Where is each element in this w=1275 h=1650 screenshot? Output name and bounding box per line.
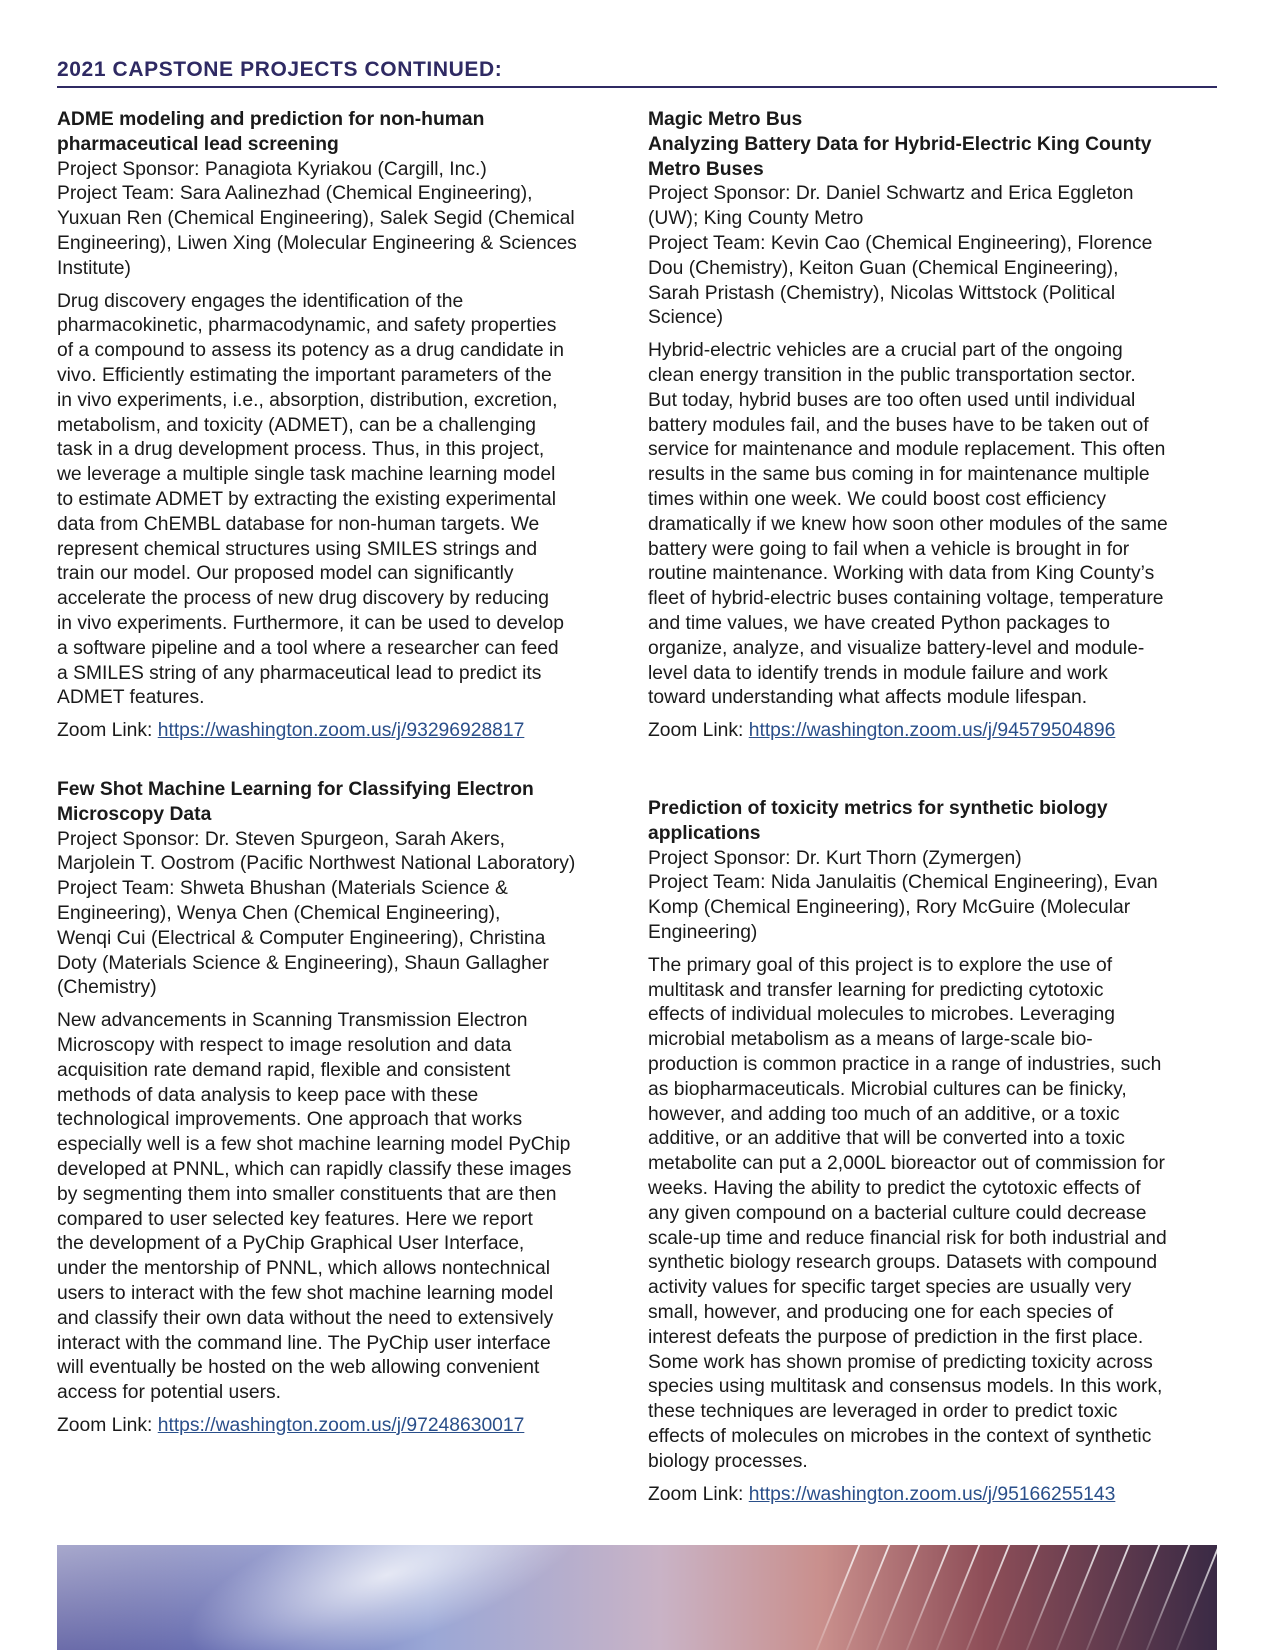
meta-line: Engineering), Wenya Chen (Chemical Engineering), xyxy=(57,902,501,924)
project-title xyxy=(648,108,1208,182)
project-title xyxy=(57,778,617,828)
desc-line: of a compound to assess its potency as a drug candidate in xyxy=(57,340,564,362)
meta-line: Institute) xyxy=(57,257,131,279)
title-line: pharmaceutical lead screening xyxy=(57,133,339,155)
project-meta xyxy=(57,158,617,282)
desc-line: results in the same bus coming in for maintenance multiple xyxy=(648,464,1150,486)
meta-line: Dou (Chemistry), Keiton Guan (Chemical Engineering), xyxy=(648,257,1119,279)
desc-line: New advancements in Scanning Transmission Electron xyxy=(57,1010,528,1032)
desc-line: represent chemical structures using SMILES strings and xyxy=(57,538,538,560)
project-description xyxy=(648,954,1208,1475)
desc-line: to estimate ADMET by extracting the existing experimental xyxy=(57,488,557,510)
zoom-label: Zoom Link: xyxy=(648,720,749,742)
meta-line: Project Sponsor: Dr. Kurt Thorn (Zymergen) xyxy=(648,847,1022,869)
zoom-label: Zoom Link: xyxy=(648,1483,749,1505)
project-few-shot-ml xyxy=(57,778,617,1439)
project-adme-modeling xyxy=(57,108,617,744)
desc-line: battery were going to fail when a vehicle is brought in for xyxy=(648,538,1130,560)
desc-line: ADMET features. xyxy=(57,687,205,709)
desc-line: any given compound on a bacterial culture could decrease xyxy=(648,1202,1147,1224)
project-title xyxy=(57,108,617,158)
meta-line: Project Team: Kevin Cao (Chemical Engineering), Florence xyxy=(648,232,1153,254)
title-line: Metro Buses xyxy=(648,158,764,180)
desc-line: these techniques are leveraged in order to predict toxic xyxy=(648,1401,1118,1423)
zoom-label: Zoom Link: xyxy=(57,720,158,742)
title-line: Prediction of toxicity metrics for synthetic biology xyxy=(648,798,1108,819)
project-meta xyxy=(57,828,617,1002)
desc-line: under the mentorship of PNNL, which allows nontechnical xyxy=(57,1258,551,1280)
project-toxicity-prediction xyxy=(648,797,1208,1507)
desc-line: effects of individual molecules to microbes. Leveraging xyxy=(648,1004,1115,1026)
desc-line: as biopharmaceuticals. Microbial cultures can be finicky, xyxy=(648,1078,1127,1100)
desc-line: methods of data analysis to keep pace with these xyxy=(57,1084,479,1106)
desc-line: by segmenting them into smaller constituents that are then xyxy=(57,1183,557,1205)
project-description xyxy=(648,339,1208,711)
zoom-link[interactable]: https://washington.zoom.us/j/95166255143 xyxy=(748,1483,1116,1505)
desc-line: Hybrid-electric vehicles are a crucial part of the ongoing xyxy=(648,340,1123,362)
desc-line: technological improvements. One approach that works xyxy=(57,1109,523,1131)
desc-line: and classify their own data without the need to extensively xyxy=(57,1307,554,1329)
meta-line: Doty (Materials Science & Engineering), Shaun Gallagher xyxy=(57,952,549,974)
desc-line: dramatically if we knew how soon other modules of the same xyxy=(648,513,1168,535)
desc-line: vivo. Efficiently estimating the important parameters of the xyxy=(57,364,552,386)
meta-line: Project Sponsor: Dr. Steven Spurgeon, Sarah Akers, xyxy=(57,828,505,850)
project-magic-metro-bus xyxy=(648,108,1208,744)
desc-line: toward understanding what affects module lifespan. xyxy=(648,687,1088,709)
desc-line: small, however, and producing one for each species of xyxy=(648,1301,1114,1323)
project-meta xyxy=(648,847,1208,946)
desc-line: routine maintenance. Working with data from King County’s xyxy=(648,563,1155,585)
desc-line: in vivo experiments. Furthermore, it can be used to develop xyxy=(57,612,564,634)
meta-line: Project Team: Nida Janulaitis (Chemical Engineering), Evan xyxy=(648,872,1158,894)
desc-line: access for potential users. xyxy=(57,1382,281,1404)
desc-line: however, and adding too much of an additive, or a toxic xyxy=(648,1103,1120,1125)
desc-line: a software pipeline and a tool where a researcher can feed xyxy=(57,637,559,659)
desc-line: interest defeats the purpose of prediction in the first place. xyxy=(648,1326,1144,1348)
meta-line: Engineering), Liwen Xing (Molecular Engineering & Sciences xyxy=(57,232,577,254)
desc-line: species using multitask and consensus models. In this work, xyxy=(648,1376,1163,1398)
zoom-link-row xyxy=(57,1414,617,1439)
meta-line: Komp (Chemical Engineering), Rory McGuire (Molecular xyxy=(648,897,1131,919)
desc-line: acquisition rate demand rapid, flexible and consistent xyxy=(57,1059,511,1081)
desc-line: clean energy transition in the public transportation sector. xyxy=(648,364,1136,386)
desc-line: weeks. Having the ability to predict the cytotoxic effects of xyxy=(648,1177,1141,1199)
meta-line: Wenqi Cui (Electrical & Computer Engineering), Christina xyxy=(57,927,546,949)
desc-line: microbial metabolism as a means of large-scale bio- xyxy=(648,1029,1093,1051)
desc-line: times within one week. We could boost cost efficiency xyxy=(648,488,1106,510)
desc-line: Some work has shown promise of predicting toxicity across xyxy=(648,1351,1153,1373)
meta-line: Science) xyxy=(648,307,724,329)
desc-line: organize, analyze, and visualize battery-level and module- xyxy=(648,637,1145,659)
zoom-link[interactable]: https://washington.zoom.us/j/97248630017 xyxy=(157,1414,525,1436)
desc-line: in vivo experiments, i.e., absorption, distribution, excretion, xyxy=(57,389,558,411)
page-title: 2021 CAPSTONE PROJECTS CONTINUED: xyxy=(57,58,1217,88)
zoom-label: Zoom Link: xyxy=(57,1414,158,1436)
title-line: Few Shot Machine Learning for Classifying Electron xyxy=(57,779,534,800)
desc-line: metabolism, and toxicity (ADMET), can be a challenging xyxy=(57,414,537,436)
desc-line: metabolite can put a 2,000L bioreactor out of commission for xyxy=(648,1153,1165,1175)
meta-line: Engineering) xyxy=(648,921,758,943)
meta-line: Project Team: Sara Aalinezhad (Chemical Engineering), xyxy=(57,183,533,205)
project-description xyxy=(57,1009,617,1406)
zoom-link-row xyxy=(648,719,1208,744)
desc-line: will eventually be hosted on the web allowing convenient xyxy=(57,1357,540,1379)
desc-line: a SMILES string of any pharmaceutical lead to predict its xyxy=(57,662,542,684)
title-line: ADME modeling and prediction for non-human xyxy=(57,109,485,130)
desc-line: train our model. Our proposed model can significantly xyxy=(57,563,514,585)
meta-line: Project Team: Shweta Bhushan (Materials Science & xyxy=(57,878,508,900)
desc-line: especially well is a few shot machine learning model PyChip xyxy=(57,1134,571,1156)
desc-line: users to interact with the few shot machine learning model xyxy=(57,1282,554,1304)
desc-line: The primary goal of this project is to explore the use of xyxy=(648,954,1113,976)
desc-line: the development of a PyChip Graphical User Interface, xyxy=(57,1233,525,1255)
desc-line: service for maintenance and module replacement. This often xyxy=(648,439,1166,461)
desc-line: activity values for specific target species are usually very xyxy=(648,1277,1132,1299)
meta-line: Marjolein T. Oostrom (Pacific Northwest National Laboratory) xyxy=(57,853,576,875)
desc-line: and time values, we have created Python packages to xyxy=(648,612,1110,634)
meta-line: Yuxuan Ren (Chemical Engineering), Salek Segid (Chemical xyxy=(57,208,575,230)
title-line: applications xyxy=(648,822,761,844)
meta-line: Project Sponsor: Panagiota Kyriakou (Cargill, Inc.) xyxy=(57,158,487,180)
desc-line: effects of molecules on microbes in the context of synthetic xyxy=(648,1425,1152,1447)
project-title xyxy=(648,797,1208,847)
desc-line: level data to identify trends in module failure and work xyxy=(648,662,1108,684)
desc-line: Drug discovery engages the identification of the xyxy=(57,290,464,312)
project-description xyxy=(57,290,617,712)
zoom-link-row xyxy=(648,1483,1208,1508)
desc-line: pharmacokinetic, pharmacodynamic, and safety properties xyxy=(57,315,557,337)
desc-line: production is common practice in a range of industries, such xyxy=(648,1053,1162,1075)
zoom-link[interactable]: https://washington.zoom.us/j/94579504896 xyxy=(748,720,1116,742)
banner-glow xyxy=(166,1545,609,1650)
desc-line: accelerate the process of new drug discovery by reducing xyxy=(57,588,549,610)
meta-line: (UW); King County Metro xyxy=(648,208,864,230)
zoom-link[interactable]: https://washington.zoom.us/j/93296928817 xyxy=(157,720,525,742)
project-meta xyxy=(648,182,1208,331)
desc-line: data from ChEMBL database for non-human targets. We xyxy=(57,513,540,535)
desc-line: battery modules fail, and the buses have to be taken out of xyxy=(648,414,1149,436)
desc-line: interact with the command line. The PyChip user interface xyxy=(57,1332,551,1354)
desc-line: multitask and transfer learning for predicting cytotoxic xyxy=(648,979,1104,1001)
meta-line: Sarah Pristash (Chemistry), Nicolas Wittstock (Political xyxy=(648,282,1116,304)
decorative-banner xyxy=(57,1545,1217,1650)
desc-line: scale-up time and reduce financial risk for both industrial and xyxy=(648,1227,1167,1249)
desc-line: developed at PNNL, which can rapidly classify these images xyxy=(57,1158,572,1180)
desc-line: additive, or an additive that will be converted into a toxic xyxy=(648,1128,1125,1150)
meta-line: (Chemistry) xyxy=(57,977,157,999)
meta-line: Project Sponsor: Dr. Daniel Schwartz and Erica Eggleton xyxy=(648,183,1134,205)
title-line: Magic Metro Bus xyxy=(648,109,803,130)
desc-line: task in a drug development process. Thus, in this project, xyxy=(57,439,545,461)
desc-line: biology processes. xyxy=(648,1450,808,1472)
desc-line: compared to user selected key features. Here we report xyxy=(57,1208,533,1230)
desc-line: Microscopy with respect to image resolution and data xyxy=(57,1034,512,1056)
desc-line: fleet of hybrid-electric buses containing voltage, temperature xyxy=(648,588,1164,610)
desc-line: synthetic biology research groups. Datasets with compound xyxy=(648,1252,1158,1274)
desc-line: But today, hybrid buses are too often used until individual xyxy=(648,389,1136,411)
title-line: Microscopy Data xyxy=(57,803,212,825)
desc-line: we leverage a multiple single task machine learning model xyxy=(57,464,556,486)
title-line: Analyzing Battery Data for Hybrid-Electric King County xyxy=(648,133,1152,155)
zoom-link-row xyxy=(57,719,617,744)
